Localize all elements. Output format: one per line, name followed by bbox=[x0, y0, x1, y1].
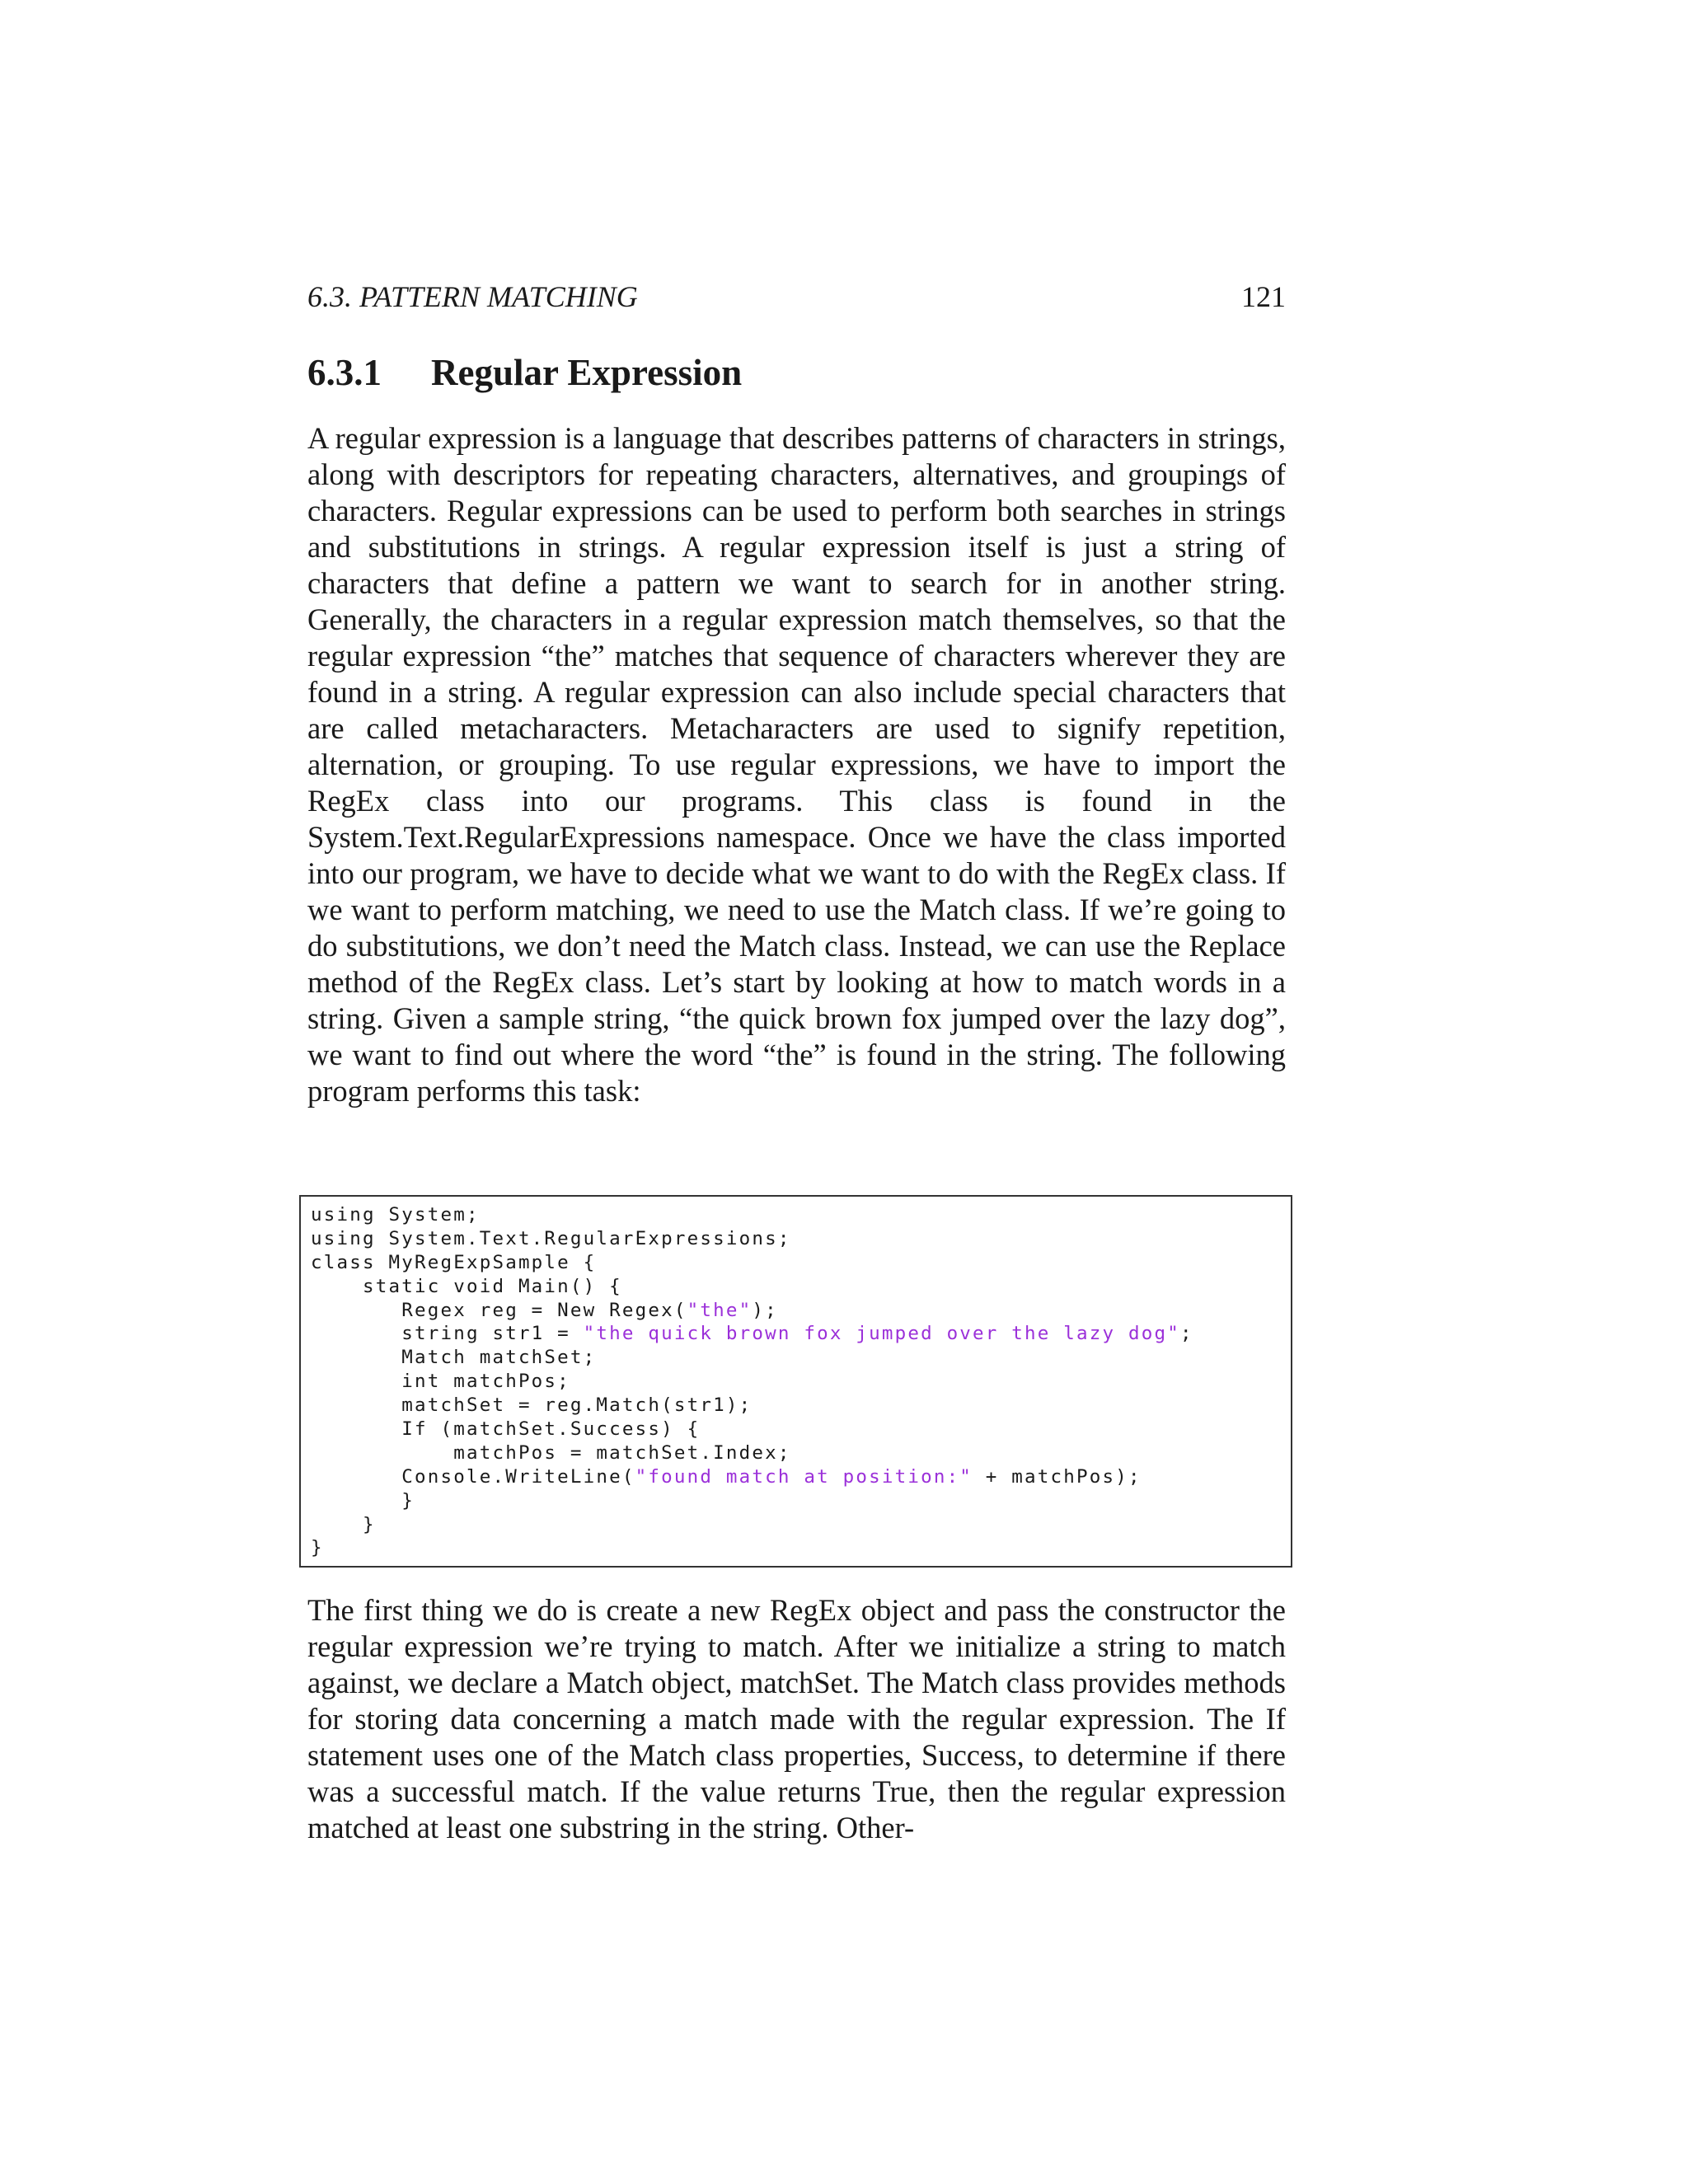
code-line: int matchPos; bbox=[311, 1371, 570, 1393]
section-heading bbox=[307, 348, 1286, 397]
section-title: Regular Expression bbox=[431, 352, 743, 393]
code-line: class MyRegExpSample { bbox=[311, 1251, 597, 1273]
code-line: Match matchSet; bbox=[311, 1347, 597, 1369]
code-line: matchPos = matchSet.Index; bbox=[311, 1441, 791, 1464]
code-line: using System; bbox=[311, 1204, 480, 1226]
code-token: Console.WriteLine( bbox=[311, 1465, 635, 1488]
header-section-title: 6.3. PATTERN MATCHING bbox=[307, 280, 638, 313]
code-line bbox=[311, 1465, 1291, 1489]
code-token: Regex reg = New Regex( bbox=[311, 1299, 687, 1321]
code-line: } bbox=[311, 1513, 376, 1535]
running-header bbox=[307, 276, 1286, 317]
code-line: static void Main() { bbox=[311, 1275, 622, 1297]
code-line: using System.Text.RegularExpressions; bbox=[311, 1227, 791, 1249]
section-number: 6.3.1 bbox=[307, 352, 382, 393]
body-paragraph-explanation: The first thing we do is create a new RegEx object and pass the constructor the regular expression we’re trying to match. After we initialize a string to match against, we declare a Match object, matchSet. The Match class provides methods for storing data concerning a match made with the regular expression. The If statement uses one of the Match class properties, Success, to determine if there was a successful match. If the value returns True, then the regular expression matched at least one substring in the string. Other- bbox=[307, 1593, 1286, 1844]
code-line: If (matchSet.Success) { bbox=[311, 1418, 701, 1441]
code-token: ; bbox=[1180, 1323, 1193, 1345]
code-string-literal: "the quick brown fox jumped over the lazy dog" bbox=[583, 1323, 1180, 1345]
code-line bbox=[311, 1299, 1291, 1323]
code-line bbox=[311, 1322, 1291, 1346]
code-listing bbox=[299, 1195, 1292, 1568]
page-number: 121 bbox=[1241, 280, 1286, 313]
code-line: } bbox=[311, 1489, 415, 1511]
code-line: matchSet = reg.Match(str1); bbox=[311, 1394, 753, 1417]
code-line: } bbox=[311, 1537, 324, 1559]
code-token: + matchPos); bbox=[973, 1465, 1142, 1488]
code-string-literal: "found match at position:" bbox=[635, 1465, 973, 1488]
code-token: ); bbox=[752, 1299, 778, 1321]
code-string-literal: "the" bbox=[687, 1299, 753, 1321]
body-paragraph-intro: A regular expression is a language that describes patterns of characters in strings, along with descriptors for repeating characters, alternatives, and groupings of characters. Regular expressions can be used to perform both searches in strings and substitutions in strings. A regular expression itself is just a string of characters that define a pattern we want to search for in another string. Generally, the characters in a regular expression match themselves, so that the regular expression “the” matches that sequence of characters wherever they are found in a string. A regular expression can also include special characters that are called metacharacters. Metacharacters are used to signify repetition, alternation, or grouping. To use regular expressions, we have to import the RegEx class into our programs. This class is found in the System.Text.RegularExpressions namespace. Once we have the class imported into our program, we have to decide what we want to do with the RegEx class. If we want to perform matching, we need to use the Match class. If we’re going to do substitutions, we don’t need the Match class. Instead, we can use the Replace method of the RegEx class. Let’s start by looking at how to match words in a string. Given a sample string, “the quick brown fox jumped over the lazy dog”, we want to find out where the word “the” is found in the string. The following program performs this task: bbox=[307, 421, 1286, 1108]
code-token: string str1 = bbox=[311, 1323, 584, 1345]
